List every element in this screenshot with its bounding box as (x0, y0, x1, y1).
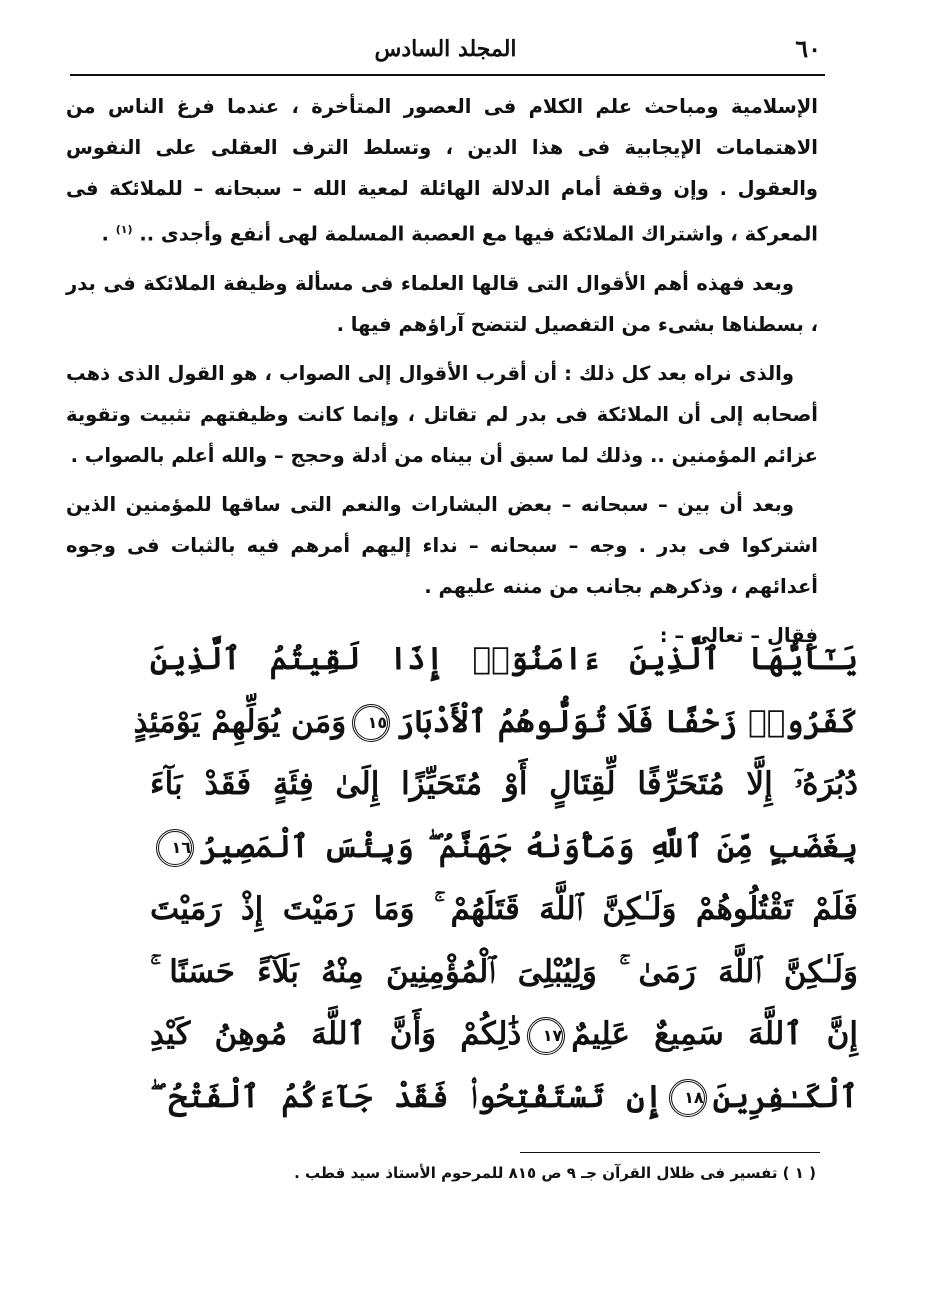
header-rule (70, 74, 825, 76)
paragraph-2: وبعد فهذه أهم الأقوال التى قالها العلماء فى مسألة وظيفة الملائكة فى بدر ، بسطناها بشىء من التفصيل لتتضح آراؤهم فيها . (66, 271, 818, 336)
paragraph-3: والذى نراه بعد كل ذلك : أن أقرب الأقوال إلى الصواب ، هو القول الذى ذهب أصحابه إلى أن الملائكة فى بدر لم تقاتل ، وإنما كانت وظيفتهم تثبيت وتقوية عزائم المؤمنين .. وذلك لما سبق أن بيناه من أدلة وحجج – والله أعلم بالصواب . (66, 361, 818, 467)
verse-line (150, 816, 858, 879)
verse-line (133, 691, 858, 754)
body-text (66, 86, 818, 656)
ayah-number-marker: ١٥ (352, 704, 390, 742)
verse-text: بِغَضَبٍ مِّنَ ٱللَّهِ وَمَأْوَىٰهُ جَهَنَّمُ ۖ وَبِئْسَ ٱلْمَصِيرُ (200, 828, 858, 865)
paragraph-4: وبعد أن بين – سبحانه – بعض البشارات والنعم التى ساقها للمؤمنين الذين اشتركوا فى بدر . وجه – سبحانه – نداء إليهم أمرهم فيه بالثبات فى وجوه أعدائهم ، وذكرهم بجانب من مننه عليهم . (66, 492, 818, 598)
verse-text: يَـٰٓأَيُّهَا ٱلَّذِينَ ءَامَنُوٓا۟ إِذَا لَقِيتُمُ ٱلَّذِينَ (150, 641, 858, 677)
quran-lead-in: فقال – تعالى – : (659, 623, 818, 647)
footnote: ( ١ ) تفسير فى ظلال القرآن جـ ٩ ص ٨١٥ للمرحوم الأستاذ سيد قطب . (294, 1164, 816, 1182)
page-header (70, 28, 821, 72)
ayah-number-marker: ١٧ (527, 1017, 565, 1055)
verse-text: فَلَمْ تَقْتُلُوهُمْ وَلَـٰكِنَّ ٱللَّهَ قَتَلَهُمْ ۚ وَمَا رَمَيْتَ إِذْ رَمَيْتَ (150, 891, 858, 927)
verse-text: ذَٰلِكُمْ وَأَنَّ ٱللَّهَ مُوهِنُ كَيْدِ (150, 1016, 522, 1052)
footnote-rule (520, 1152, 820, 1153)
ayah-number-marker: ١٦ (156, 829, 194, 867)
paragraph-1-tail: . (101, 222, 116, 246)
verse-text: كَفَرُوا۟ زَحْفًا فَلَا تُوَلُّوهُمُ ٱلْأَدْبَارَ (396, 703, 858, 740)
footnote-reference: (١) (115, 223, 133, 236)
running-head: المجلد السادس (374, 36, 517, 62)
verse-line (150, 1066, 858, 1129)
verse-line (150, 1003, 858, 1066)
ayah-number-marker: ١٨ (669, 1079, 707, 1117)
verse-line (150, 878, 858, 941)
verse-line (150, 941, 858, 1004)
quran-verses (133, 628, 858, 1128)
verse-text: وَمَن يُوَلِّهِمْ يَوْمَئِذٍ (133, 703, 347, 740)
verse-line (150, 628, 858, 691)
paragraph-1-text: الإسلامية ومباحث علم الكلام فى العصور المتأخرة ، عندما فرغ الناس من الاهتمامات الإيجابية فى هذا الدين ، وتسلط الترف العقلى على النفوس والعقول . وإن وقفة أمام الدلالة الهائلة لمعية الله – سبحانه – للملائكة فى المعركة ، واشتراك الملائكة فيها مع العصبة المسلمة لهى أنفع وأجدى .. (66, 95, 818, 246)
verse-text: ٱلْكَـٰفِرِينَ (712, 1078, 858, 1115)
paragraph-1 (66, 86, 818, 255)
page-number: ٦٠ (795, 34, 821, 63)
verse-line (150, 753, 858, 816)
verse-text: دُبُرَهُۥٓ إِلَّا مُتَحَرِّفًا لِّقِتَالٍ أَوْ مُتَحَيِّزًا إِلَىٰ فِئَةٍ فَقَدْ بَآءَ (150, 766, 858, 802)
verse-text: وَلَـٰكِنَّ ٱللَّهَ رَمَىٰ ۚ وَلِيُبْلِىَ ٱلْمُؤْمِنِينَ مِنْهُ بَلَآءً حَسَنًا ۚ (150, 953, 858, 990)
verse-text: إِن تَسْتَفْتِحُوا۟ فَقَدْ جَآءَكُمُ ٱلْفَتْحُ ۖ (150, 1078, 663, 1115)
verse-text: إِنَّ ٱللَّهَ سَمِيعٌ عَلِيمٌ (571, 1016, 858, 1052)
